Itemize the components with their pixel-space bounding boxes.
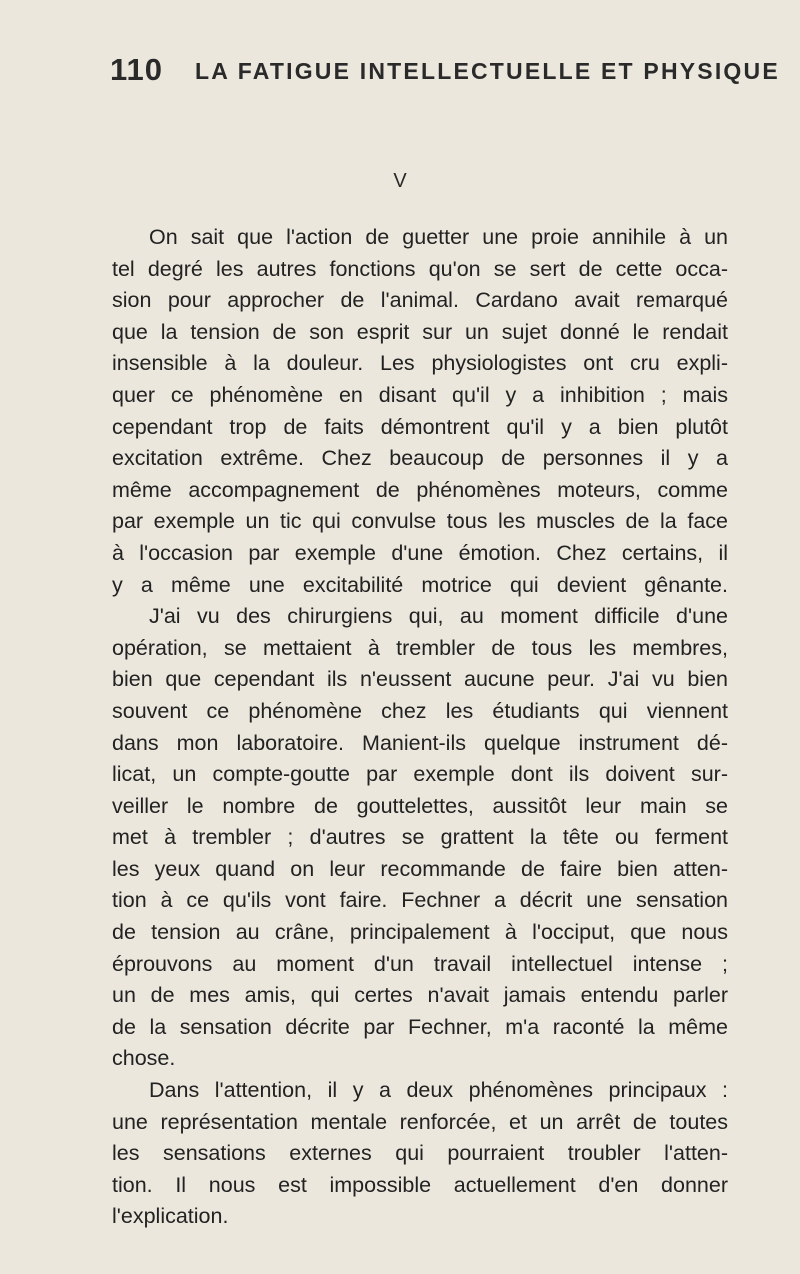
- text-line: insensible à la douleur. Les physiologistes ont cru expli-: [112, 351, 728, 376]
- text-line: tion. Il nous est impossible actuellement d'en donner: [112, 1172, 728, 1197]
- text-line: les yeux quand on leur recommande de faire bien atten-: [112, 856, 728, 881]
- text-line: quer ce phénomène en disant qu'il y a inhibition ; mais: [112, 382, 728, 407]
- text-line: On sait que l'action de guetter une proie annihile à un: [149, 225, 728, 249]
- text-line: tion à ce qu'ils vont faire. Fechner a décrit une sensation: [112, 888, 728, 913]
- text-line: que la tension de son esprit sur un sujet donné le rendait: [112, 319, 728, 344]
- running-head: [110, 52, 780, 92]
- text-line: chose.: [112, 1046, 176, 1071]
- text-line: à l'occasion par exemple d'une émotion. Chez certains, il: [112, 540, 728, 565]
- text-line: un de mes amis, qui certes n'avait jamais entendu parler: [112, 983, 728, 1008]
- text-line: J'ai vu des chirurgiens qui, au moment difficile d'une: [149, 604, 728, 629]
- text-line: Dans l'attention, il y a deux phénomènes principaux :: [149, 1078, 728, 1103]
- text-line: même accompagnement de phénomènes moteurs, comme: [112, 477, 728, 502]
- text-line: sion pour approcher de l'animal. Cardano avait remarqué: [112, 288, 728, 313]
- text-line: bien que cependant ils n'eussent aucune peur. J'ai vu bien: [112, 667, 728, 692]
- section-number: V: [393, 170, 407, 192]
- text-line: y a même une excitabilité motrice qui devient gênante.: [112, 572, 728, 597]
- text-line: une représentation mentale renforcée, et un arrêt de toutes: [112, 1109, 728, 1134]
- text-line: met à trembler ; d'autres se grattent la tête ou ferment: [112, 825, 728, 850]
- text-line: éprouvons au moment d'un travail intellectuel intense ;: [112, 951, 728, 976]
- text-line: souvent ce phénomène chez les étudiants qui viennent: [112, 698, 728, 723]
- text-line: tel degré les autres fonctions qu'on se sert de cette occa-: [112, 256, 728, 281]
- text-line: veiller le nombre de gouttelettes, aussitôt leur main se: [112, 793, 728, 818]
- text-line: opération, se mettaient à trembler de tous les membres,: [112, 635, 728, 660]
- running-title: LA FATIGUE INTELLECTUELLE ET PHYSIQUE: [195, 58, 780, 84]
- text-line: de la sensation décrite par Fechner, m'a raconté la même: [112, 1014, 728, 1039]
- text-line: excitation extrême. Chez beaucoup de personnes il y a: [112, 446, 728, 471]
- page-number: 110: [110, 52, 164, 87]
- text-line: cependant trop de faits démontrent qu'il y a bien plutôt: [112, 414, 728, 439]
- text-line: l'explication.: [112, 1204, 229, 1229]
- text-line: dans mon laboratoire. Manient-ils quelque instrument dé-: [112, 730, 728, 755]
- text-line: licat, un compte-goutte par exemple dont ils doivent sur-: [112, 762, 728, 787]
- text-line: par exemple un tic qui convulse tous les muscles de la face: [112, 509, 728, 534]
- body-text: [112, 222, 728, 1233]
- text-line: les sensations externes qui pourraient troubler l'atten-: [112, 1141, 728, 1166]
- text-line: de tension au crâne, principalement à l'occiput, que nous: [112, 920, 728, 945]
